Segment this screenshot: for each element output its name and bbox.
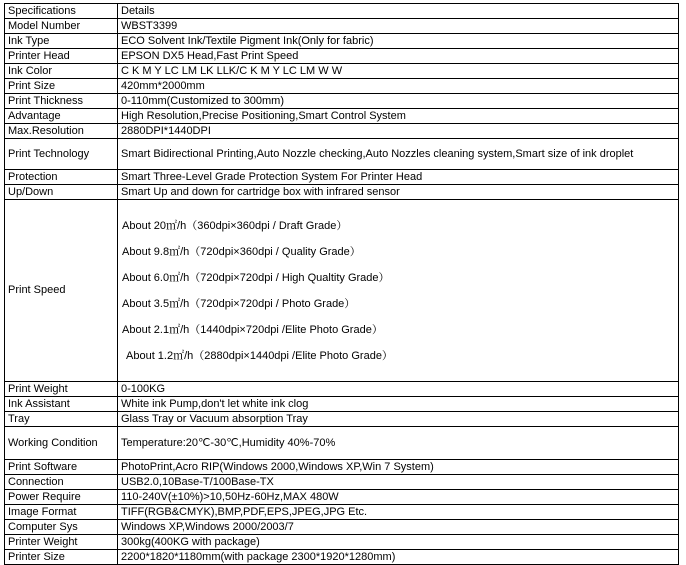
row-key: Printer Weight xyxy=(5,535,118,550)
row-print-speed xyxy=(5,200,679,382)
row-key: Print Software xyxy=(5,460,118,475)
row-key: Connection xyxy=(5,475,118,490)
row-key: Working Condition xyxy=(5,427,118,460)
row-value-list xyxy=(118,200,679,382)
row-protection xyxy=(5,170,679,185)
row-value: 420mm*2000mm xyxy=(118,79,679,94)
row-key: Printer Size xyxy=(5,550,118,565)
row-key: Protection xyxy=(5,170,118,185)
header-details: Details xyxy=(118,4,679,19)
print-speed-list xyxy=(121,213,675,369)
row-key: Ink Color xyxy=(5,64,118,79)
print-speed-item: About 1.2㎡/h（2880dpi×1440dpi /Elite Photo Grade） xyxy=(126,349,393,362)
row-computer-sys xyxy=(5,520,679,535)
row-key: Print Thickness xyxy=(5,94,118,109)
row-value: ECO Solvent Ink/Textile Pigment Ink(Only for fabric) xyxy=(118,34,679,49)
table-header-row xyxy=(5,4,679,19)
row-value: USB2.0,10Base-T/100Base-TX xyxy=(118,475,679,490)
row-value: Smart Bidirectional Printing,Auto Nozzle checking,Auto Nozzles cleaning system,Smart size of ink droplet xyxy=(118,139,679,170)
row-key: Print Size xyxy=(5,79,118,94)
row-key: Ink Type xyxy=(5,34,118,49)
row-model-number xyxy=(5,19,679,34)
row-value: Smart Three-Level Grade Protection System For Printer Head xyxy=(118,170,679,185)
row-print-weight xyxy=(5,382,679,397)
row-print-technology xyxy=(5,139,679,170)
print-speed-item: About 2.1㎡/h（1440dpi×720dpi /Elite Photo Grade） xyxy=(122,323,383,336)
row-key: Max.Resolution xyxy=(5,124,118,139)
row-printer-head xyxy=(5,49,679,64)
specifications-table xyxy=(4,3,679,565)
row-key: Advantage xyxy=(5,109,118,124)
row-value: C K M Y LC LM LK LLK/C K M Y LC LM W W xyxy=(118,64,679,79)
row-advantage xyxy=(5,109,679,124)
row-key: Up/Down xyxy=(5,185,118,200)
row-value: TIFF(RGB&CMYK),BMP,PDF,EPS,JPEG,JPG Etc. xyxy=(118,505,679,520)
row-ink-color xyxy=(5,64,679,79)
row-value: Glass Tray or Vacuum absorption Tray xyxy=(118,412,679,427)
row-print-software xyxy=(5,460,679,475)
row-max-resolution xyxy=(5,124,679,139)
row-key: Ink Assistant xyxy=(5,397,118,412)
row-key: Model Number xyxy=(5,19,118,34)
row-value: WBST3399 xyxy=(118,19,679,34)
row-key: Power Require xyxy=(5,490,118,505)
print-speed-item: About 6.0㎡/h（720dpi×720dpi / High Qualtity Grade） xyxy=(122,271,390,284)
row-value: High Resolution,Precise Positioning,Smart Control System xyxy=(118,109,679,124)
row-value: 0-110mm(Customized to 300mm) xyxy=(118,94,679,109)
print-speed-item: About 20㎡/h（360dpi×360dpi / Draft Grade） xyxy=(122,219,348,232)
row-key: Tray xyxy=(5,412,118,427)
row-ink-assistant xyxy=(5,397,679,412)
row-print-size xyxy=(5,79,679,94)
row-key: Print Weight xyxy=(5,382,118,397)
row-key: Image Format xyxy=(5,505,118,520)
row-key: Computer Sys xyxy=(5,520,118,535)
row-printer-weight xyxy=(5,535,679,550)
row-value: 0-100KG xyxy=(118,382,679,397)
row-connection xyxy=(5,475,679,490)
row-value: 2200*1820*1180mm(with package 2300*1920*1280mm) xyxy=(118,550,679,565)
row-value: Temperature:20℃-30℃,Humidity 40%-70% xyxy=(118,427,679,460)
row-value: Smart Up and down for cartridge box with infrared sensor xyxy=(118,185,679,200)
row-value: 2880DPI*1440DPI xyxy=(118,124,679,139)
row-power-require xyxy=(5,490,679,505)
header-specifications: Specifications xyxy=(5,4,118,19)
row-value: PhotoPrint,Acro RIP(Windows 2000,Windows XP,Win 7 System) xyxy=(118,460,679,475)
row-value: 300kg(400KG with package) xyxy=(118,535,679,550)
print-speed-item: About 3.5㎡/h（720dpi×720dpi / Photo Grade） xyxy=(122,297,356,310)
row-key: Print Speed xyxy=(5,200,118,382)
row-key: Print Technology xyxy=(5,139,118,170)
row-value: EPSON DX5 Head,Fast Print Speed xyxy=(118,49,679,64)
row-printer-size xyxy=(5,550,679,565)
row-tray xyxy=(5,412,679,427)
row-value: White ink Pump,don't let white ink clog xyxy=(118,397,679,412)
row-value: 110-240V(±10%)>10,50Hz-60Hz,MAX 480W xyxy=(118,490,679,505)
row-print-thickness xyxy=(5,94,679,109)
row-ink-type xyxy=(5,34,679,49)
row-working-condition xyxy=(5,427,679,460)
print-speed-item: About 9.8㎡/h（720dpi×360dpi / Quality Grade） xyxy=(122,245,361,258)
row-up-down xyxy=(5,185,679,200)
row-value: Windows XP,Windows 2000/2003/7 xyxy=(118,520,679,535)
row-key: Printer Head xyxy=(5,49,118,64)
row-image-format xyxy=(5,505,679,520)
